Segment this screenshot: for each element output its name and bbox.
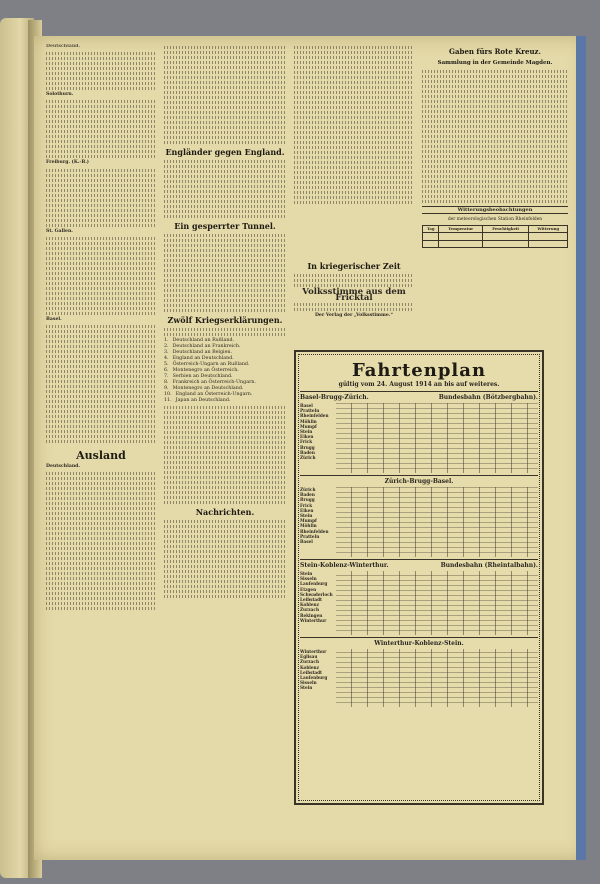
station-list: Stein Sisseln Laufenburg Etzgen Schwaderloch Leibstadt Koblenz Zurzach Rekingen Winterthur [300, 571, 333, 623]
kriegserklaerungen-heading: Zwölf Kriegserklärungen. [167, 315, 283, 325]
list-item: 4. England an Deutschland. [164, 356, 234, 361]
list-item: 1. Deutschland an Rußland. [164, 338, 235, 343]
snippet: Basel. [46, 316, 62, 322]
column-left [46, 44, 156, 844]
weather-title: Witterungsbeobachtungen [422, 206, 568, 214]
station-list: Basel Pratteln Rheinfelden Möhlin Mumpf Stein Eiken Frick Brugg Baden Zürich [300, 403, 329, 461]
blue-spine [576, 36, 586, 860]
times-grid [336, 403, 538, 473]
timetable-subtitle: gültig vom 24. August 1914 an bis auf weiteres. [338, 381, 500, 388]
timetable [294, 350, 544, 805]
englaender-heading: Engländer gegen England. [165, 147, 285, 157]
list-item: 11. Japan an Deutschland. [164, 398, 231, 403]
snippet: Deutschland. [46, 44, 80, 49]
snippet: St. Gallen. [46, 228, 73, 234]
timetable-title: Fahrtenplan [351, 360, 487, 381]
route-header: Winterthur-Koblenz-Stein. [300, 637, 538, 647]
list-item: 6. Montenegro an Österreich. [164, 368, 239, 373]
notice-paper-name: Volksstimme aus dem Fricktal [302, 287, 406, 303]
station-list: Zürich Baden Brugg Frick Eiken Stein Mumpf Möhlin Rheinfelden Pratteln Basel [300, 487, 329, 545]
notice-publisher: Der Verlag der „Volksstimme.“ [314, 313, 394, 318]
notice-box [294, 258, 414, 336]
nachrichten-heading: Nachrichten. [195, 507, 255, 517]
route-header: Basel-Brugg-Zürich. Bundesbahn (Bötzbergbahn). [300, 391, 538, 401]
gaben-subheading: Sammlung in der Gemeinde Magden. [437, 60, 553, 66]
list-item: 7. Serbien an Deutschland. [164, 374, 233, 379]
newspaper-page [34, 36, 586, 860]
list-item: 8. Frankreich an Österreich-Ungarn. [164, 380, 256, 385]
weather-subtitle: der meteorologischen Station Rheinfelden [447, 217, 543, 222]
times-grid [336, 571, 538, 635]
tunnel-heading: Ein gesperrter Tunnel. [174, 221, 276, 231]
times-grid [336, 487, 538, 557]
gaben-heading: Gaben fürs Rote Kreuz. [449, 47, 541, 56]
notice-heading: In kriegerischer Zeit [307, 261, 401, 271]
list-item: 3. Deutschland an Belgien. [164, 350, 233, 355]
snippet: Deutschland. [46, 464, 80, 470]
ausland-heading: Ausland [76, 449, 126, 463]
snippet: Solothurn. [46, 92, 74, 98]
weather-table: Tag Temperatur Feuchtigkeit Witterung [422, 225, 568, 248]
list-item: 10. England an Österreich-Ungarn. [164, 392, 253, 397]
war-declarations-list [164, 338, 286, 404]
list-item: 5. Österreich-Ungarn an Rußland. [164, 362, 250, 367]
list-item: 9. Montenegro an Deutschland. [164, 386, 244, 391]
column-right-top [294, 44, 414, 289]
list-item: 2. Deutschland an Frankreich. [164, 344, 241, 349]
times-grid [336, 649, 538, 707]
weather-box [422, 206, 568, 248]
column-gaben [422, 44, 568, 289]
snippet: Freiburg. (K.-B.) [46, 160, 89, 166]
station-list: Winterthur Eglisau Zurzach Koblenz Leibstadt Laufenburg Sisseln Stein [300, 649, 328, 691]
route-header: Stein-Koblenz-Winterthur. Bundesbahn (Rheintalbahn). [300, 559, 538, 569]
column-middle [164, 44, 286, 844]
route-header: Zürich-Brugg-Basel. [300, 475, 538, 485]
